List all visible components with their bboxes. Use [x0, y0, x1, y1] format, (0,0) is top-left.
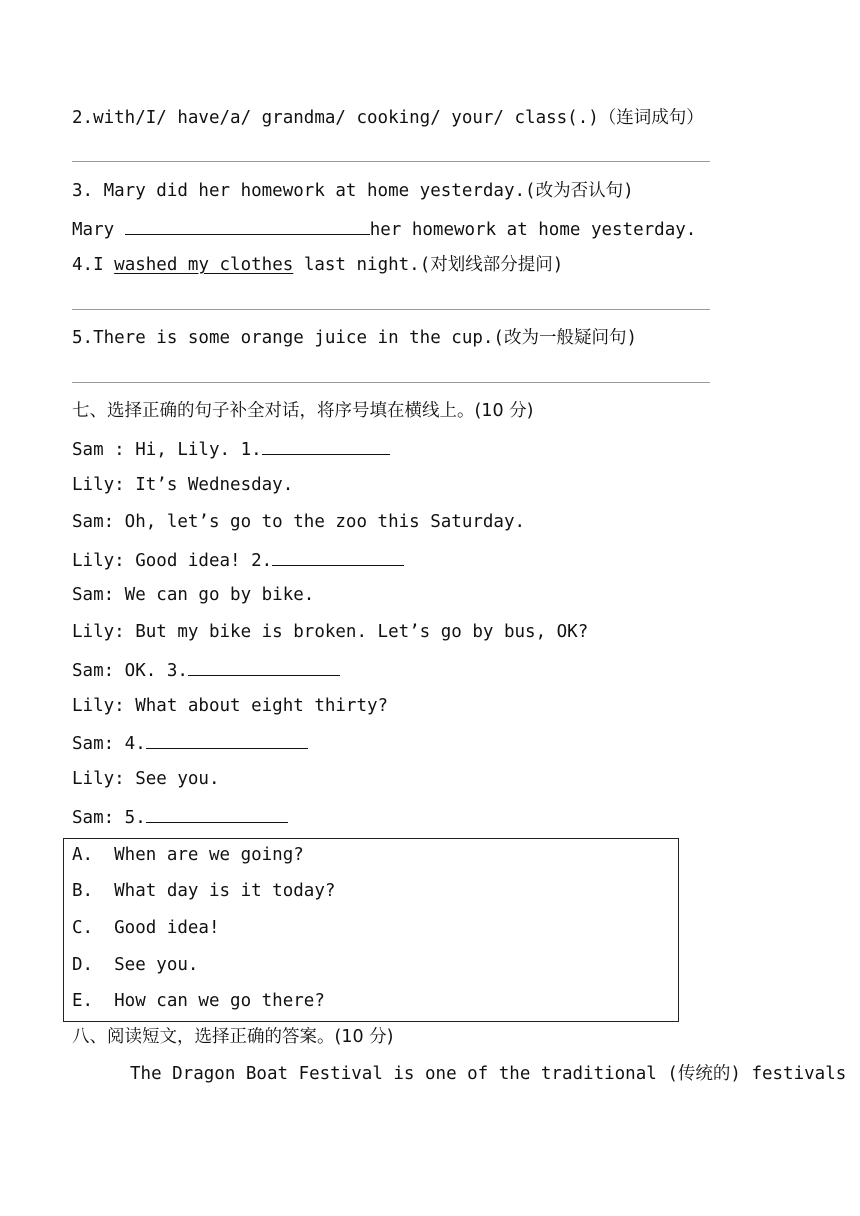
dialogue-blank-1[interactable]: [262, 436, 390, 455]
question-3-answer: [72, 216, 696, 242]
question-5: 5.There is some orange juice in the cup.(改为一般疑问句): [72, 328, 638, 348]
dialogue-line-2: Lily: It’s Wednesday.: [72, 475, 294, 495]
passage-first-line: The Dragon Boat Festival is one of the traditional (传统的) festivals: [130, 1064, 847, 1084]
dialogue-line-3: Sam: Oh, let’s go to the zoo this Saturday.: [72, 512, 526, 532]
dialogue-text: Sam: OK. 3.: [72, 661, 188, 681]
dialogue-text: Lily: Good idea! 2.: [72, 551, 273, 571]
dialogue-line-10: Lily: See you.: [72, 769, 220, 789]
dialogue-line-1: [72, 436, 390, 462]
section-8-heading: 八、阅读短文，选择正确的答案。(10 分): [72, 1027, 394, 1047]
question-3: 3. Mary did her homework at home yesterday.(改为否认句): [72, 181, 634, 201]
dialogue-text: Sam: 5.: [72, 808, 146, 828]
dialogue-line-5: Sam: We can go by bike.: [72, 585, 315, 605]
dialogue-text: Sam : Hi, Lily. 1.: [72, 440, 262, 460]
q4-prefix: 4.I: [72, 255, 115, 275]
dialogue-line-8: Lily: What about eight thirty?: [72, 696, 389, 716]
question-4: [72, 253, 563, 277]
q3-blank[interactable]: [125, 216, 370, 235]
dialogue-blank-5[interactable]: [146, 804, 288, 823]
dialogue-line-6: Lily: But my bike is broken. Let’s go by bus, OK?: [72, 622, 589, 642]
dialogue-blank-3[interactable]: [188, 657, 340, 676]
q4-suffix: last night.(对划线部分提问): [293, 255, 564, 275]
answer-line-5: [72, 382, 710, 383]
dialogue-blank-2[interactable]: [272, 547, 404, 566]
option-a: A. When are we going?: [72, 845, 304, 865]
dialogue-line-7: [72, 657, 340, 683]
dialogue-line-11: [72, 804, 288, 830]
options-box: [63, 838, 679, 1022]
option-b: B. What day is it today?: [72, 881, 336, 901]
option-d: D. See you.: [72, 955, 199, 975]
option-e: E. How can we go there?: [72, 991, 325, 1011]
dialogue-blank-4[interactable]: [146, 730, 308, 749]
answer-line-4: [72, 309, 710, 310]
dialogue-line-4: [72, 547, 404, 573]
q4-underlined-phrase: washed my clothes: [114, 255, 294, 275]
answer-line-2: [72, 161, 710, 162]
dialogue-line-9: [72, 730, 308, 756]
q3-prefix: Mary: [72, 220, 125, 240]
q3-suffix: her homework at home yesterday.: [369, 220, 697, 240]
section-7-heading: 七、选择正确的句子补全对话，将序号填在横线上。(10 分): [72, 401, 534, 421]
question-2: 2.with/I/ have/a/ grandma/ cooking/ your/ class(.)（连词成句）: [72, 108, 704, 128]
option-c: C. Good idea!: [72, 918, 220, 938]
dialogue-text: Sam: 4.: [72, 734, 146, 754]
